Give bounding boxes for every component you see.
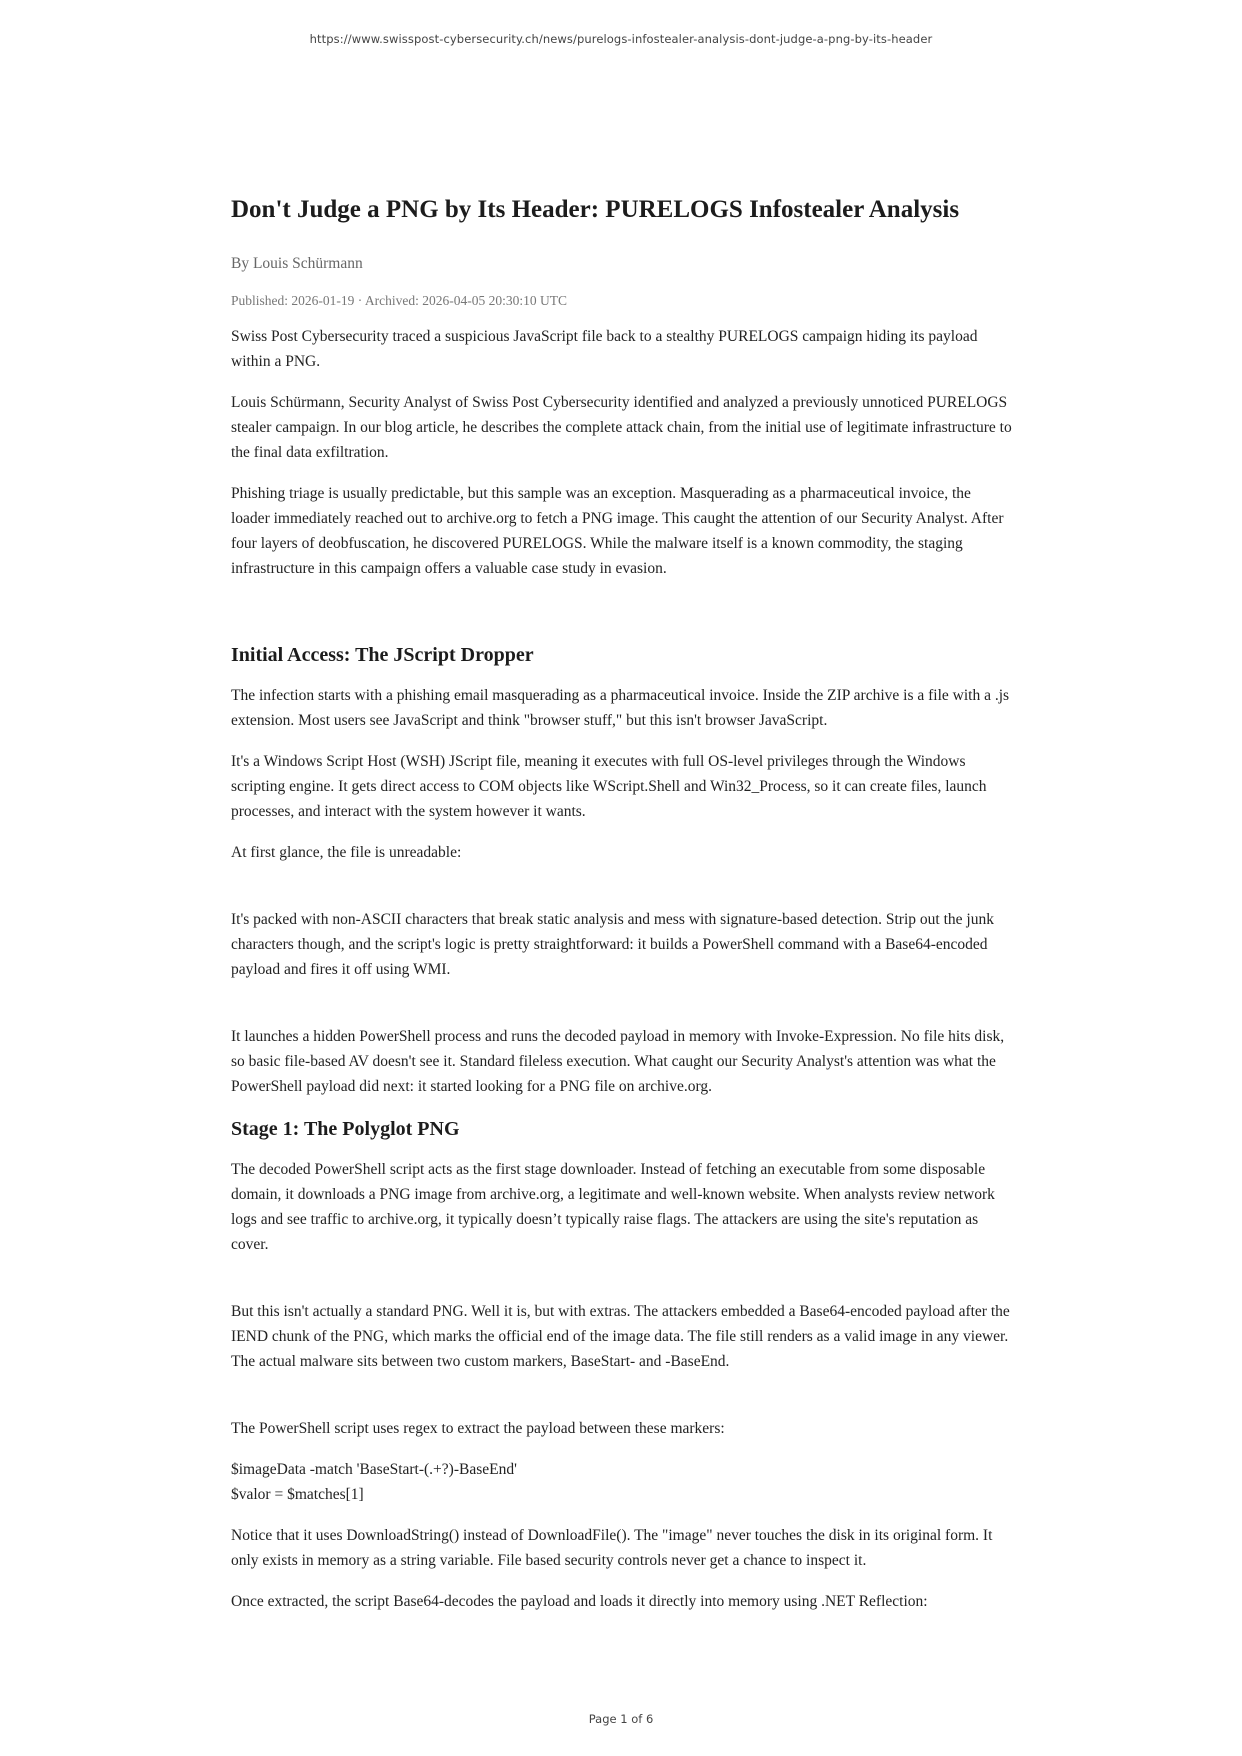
code-line: $imageData -match 'BaseStart-(.+?)-BaseEnd' [231, 1461, 517, 1478]
body-paragraph: It launches a hidden PowerShell process and runs the decoded payload in memory with Invoke-Expression. No file hits disk, so basic file-based AV doesn't see it. Standard fileless execution. What caught our Security Analyst's attention was what the PowerShell payload did next: it started looking for a PNG file on archive.org. [231, 1028, 1005, 1095]
body-paragraph: But this isn't actually a standard PNG. Well it is, but with extras. The attackers embedded a Base64-encoded payload after the IEND chunk of the PNG, which marks the official end of the image data. The file still renders as a valid image in any viewer. The actual malware sits between two custom markers, BaseStart- and -BaseEnd. [231, 1303, 1010, 1370]
intro-paragraph: Swiss Post Cybersecurity traced a suspicious JavaScript file back to a stealthy PURELOGS campaign hiding its payload within a PNG. [231, 328, 978, 370]
article-title: Don't Judge a PNG by Its Header: PURELOGS Infostealer Analysis [231, 196, 960, 223]
article-dates: Published: 2026-01-19 · Archived: 2026-04-05 20:30:10 UTC [231, 293, 567, 308]
figure-spacer [231, 881, 1013, 907]
body-paragraph: The infection starts with a phishing email masquerading as a pharmaceutical invoice. Inside the ZIP archive is a file with a .js extension. Most users see JavaScript and think "browser stuff," but this isn't browser JavaScript. [231, 687, 1010, 729]
figure-spacer [231, 1390, 1013, 1416]
section-heading-polyglot-png: Stage 1: The Polyglot PNG [231, 1118, 460, 1140]
intro-paragraph: Louis Schürmann, Security Analyst of Swiss Post Cybersecurity identified and analyzed a previously unnoticed PURELOGS stealer campaign. In our blog article, he describes the complete attack chain, from the initial use of legitimate infrastructure to the final data exfiltration. [231, 394, 1012, 461]
section-heading-initial-access: Initial Access: The JScript Dropper [231, 644, 534, 666]
body-paragraph: At first glance, the file is unreadable: [231, 844, 462, 861]
code-snippet [231, 1457, 1013, 1507]
page-url-header: https://www.swisspost-cybersecurity.ch/news/purelogs-infostealer-analysis-dont-judge-a-png-by-its-header [309, 32, 933, 46]
body-paragraph: It's packed with non-ASCII characters that break static analysis and mess with signature-based detection. Strip out the junk characters though, and the script's logic is pretty straightforward: it builds a PowerShell command with a Base64-encoded payload and fires it off using WMI. [231, 911, 994, 978]
article [231, 190, 1013, 1630]
section-spacer [231, 597, 1013, 641]
article-byline: By Louis Schürmann [231, 255, 363, 272]
intro-paragraph: Phishing triage is usually predictable, but this sample was an exception. Masquerading as a pharmaceutical invoice, the loader immediately reached out to archive.org to fetch a PNG image. This caught the attention of our Security Analyst. After four layers of deobfuscation, he discovered PURELOGS. While the malware itself is a known commodity, the staging infrastructure in this campaign offers a valuable case study in evasion. [231, 485, 1004, 577]
page-number-footer: Page 1 of 6 [588, 1712, 654, 1726]
code-line: $valor = $matches[1] [231, 1486, 364, 1503]
body-paragraph: It's a Windows Script Host (WSH) JScript file, meaning it executes with full OS-level privileges through the Windows scripting engine. It gets direct access to COM objects like WScript.Shell and Win32_Process, so it can create files, launch processes, and interact with the system however it wants. [231, 753, 987, 820]
body-paragraph: The PowerShell script uses regex to extract the payload between these markers: [231, 1420, 725, 1437]
figure-spacer [231, 1273, 1013, 1299]
body-paragraph: Notice that it uses DownloadString() instead of DownloadFile(). The "image" never touches the disk in its original form. It only exists in memory as a string variable. File based security controls never get a chance to inspect it. [231, 1527, 993, 1569]
figure-spacer [231, 998, 1013, 1024]
body-paragraph: Once extracted, the script Base64-decodes the payload and loads it directly into memory using .NET Reflection: [231, 1593, 928, 1610]
body-paragraph: The decoded PowerShell script acts as the first stage downloader. Instead of fetching an executable from some disposable domain, it downloads a PNG image from archive.org, a legitimate and well-known website. When analysts review network logs and see traffic to archive.org, it typically doesn’t typically raise flags. The attackers are using the site's reputation as cover. [231, 1161, 995, 1253]
